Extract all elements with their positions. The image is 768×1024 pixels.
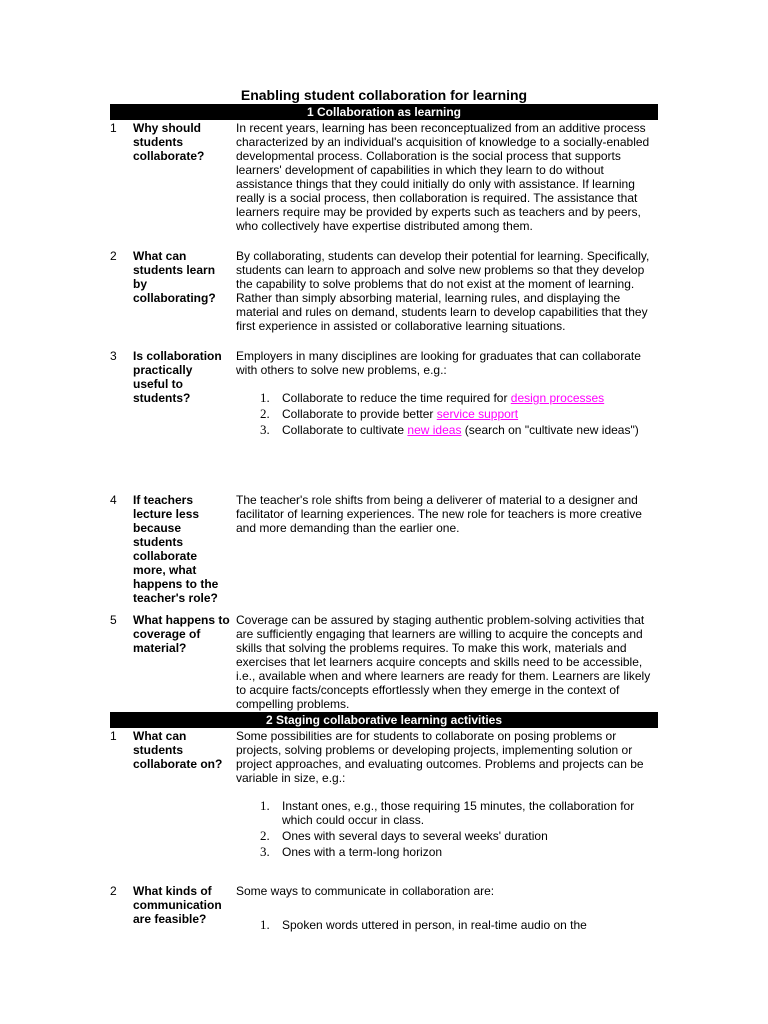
list-item <box>236 845 661 859</box>
row-answer: Coverage can be assured by staging authentic problem-solving activities that are sufficiently engaging that learners are willing to acquire the concepts and skills that solving the problems requires. To make this work, materials and exercises that let learners acquire concepts and skills need to be accessible, i.e., available when and where learners are ready for them. Learners are likely to acquire facts/concepts effortlessly when they emerge in the context of compelling problems. <box>236 613 651 711</box>
row-question: Is collaboration practically useful to students? <box>133 349 222 405</box>
list-item-text: Instant ones, e.g., those requiring 15 minutes, the collaboration for which could occur in class. <box>282 799 635 827</box>
row-question: What can students learn by collaborating? <box>133 249 216 305</box>
section-header: 2 Staging collaborative learning activities <box>110 712 658 728</box>
list-marker: 3. <box>260 422 270 437</box>
list-item <box>236 918 661 932</box>
row-question: Why should students collaborate? <box>133 121 205 163</box>
numbered-list <box>236 799 661 859</box>
row-number: 2 <box>110 884 117 898</box>
list-item-text: Collaborate to reduce the time required for <box>282 391 511 405</box>
list-item-text: Ones with a term-long horizon <box>282 845 443 859</box>
row-question: What happens to coverage of material? <box>133 613 230 655</box>
row-answer: Some ways to communicate in collaboration are: <box>236 884 495 898</box>
numbered-list <box>236 391 661 437</box>
new-ideas-link[interactable]: new ideas <box>407 423 462 437</box>
row-number: 4 <box>110 493 117 507</box>
list-marker: 1. <box>260 390 270 405</box>
row-number: 5 <box>110 613 117 627</box>
list-item-text: Spoken words uttered in person, in real-time audio on the <box>282 918 587 932</box>
list-item <box>236 423 661 437</box>
list-marker: 1. <box>260 917 270 932</box>
numbered-list <box>236 918 661 932</box>
list-item <box>236 407 661 421</box>
row-answer: In recent years, learning has been reconceptualized from an additive process characterized by an individual's acquisition of knowledge to a socially-enabled developmental process. Collaboration is the social process that supports learners' development of capabilities in which they learn to do without assistance things that they could initially do only with assistance. If learning really is a social process, then collaboration is required. The assistance that learners require may be provided by experts such as teachers and by peers, who collectively have expertise distributed among them. <box>236 121 650 233</box>
row-answer: Some possibilities are for students to collaborate on posing problems or projects, solving problems or developing projects, implementing solution or project approaches, and evaluating outcomes. Problems and projects can be variable in size, e.g.: <box>236 729 644 785</box>
row-answer: The teacher's role shifts from being a deliverer of material to a designer and facilitator of learning experiences. The new role for teachers is more creative and more demanding than the earlier one. <box>236 493 642 535</box>
list-item-text: Collaborate to cultivate <box>282 423 408 437</box>
row-question: What can students collaborate on? <box>133 729 223 771</box>
document-title: Enabling student collaboration for learning <box>240 87 528 103</box>
list-item <box>236 799 661 827</box>
row-number: 1 <box>110 729 117 743</box>
list-item <box>236 391 661 405</box>
list-marker: 2. <box>260 406 270 421</box>
row-number: 2 <box>110 249 117 263</box>
list-marker: 2. <box>260 828 270 843</box>
row-question: If teachers lecture less because students collaborate more, what happens to the teacher's role? <box>133 493 219 605</box>
list-marker: 1. <box>260 798 270 813</box>
list-item-text: Ones with several days to several weeks' duration <box>282 829 548 843</box>
list-item <box>236 829 661 843</box>
list-item-text: Collaborate to provide better <box>282 407 437 421</box>
design-processes-link[interactable]: design processes <box>510 391 605 405</box>
row-answer: By collaborating, students can develop their potential for learning. Specifically, students can learn to approach and solve new problems so that they develop the capability to solve problems that do not exist at the moment of learning. Rather than simply absorbing material, learning rules, and displaying the material and rules on demand, students learn to develop capabilities that they first experience in assisted or collaborative learning situations. <box>236 249 650 333</box>
list-item-text: (search on "cultivate new ideas") <box>461 423 639 437</box>
row-answer: Employers in many disciplines are looking for graduates that can collaborate with others to solve new problems, e.g.: <box>236 349 641 377</box>
service-support-link[interactable]: service support <box>436 407 519 421</box>
row-number: 1 <box>110 121 117 135</box>
list-marker: 3. <box>260 844 270 859</box>
row-question: What kinds of communication are feasible? <box>133 884 222 926</box>
row-number: 3 <box>110 349 117 363</box>
section-header: 1 Collaboration as learning <box>110 104 658 120</box>
